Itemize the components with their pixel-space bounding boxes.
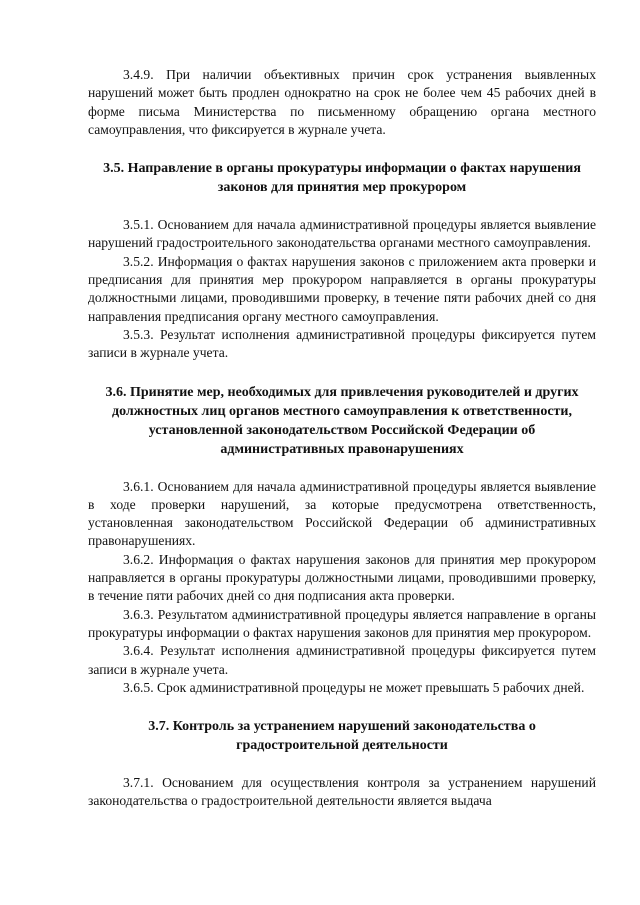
paragraph-3-6-5: 3.6.5. Срок административной процедуры не может превышать 5 рабочих дней. [123,679,585,695]
paragraph-3-6-2: 3.6.2. Информация о фактах нарушения законов для принятия мер прокурором направляется в органы прокуратуры должностными лицами, проводившими проверку, в течение пяти рабочих дней со дня подписания акта проверки. [88,551,596,604]
paragraph-3-7-1: 3.7.1. Основанием для осуществления контроля за устранением нарушений законодательства о градостроительной деятельности является выдача [88,775,596,809]
paragraph-3-6-1: 3.6.1. Основанием для начала административной процедуры является выявление в ходе проверки нарушений, за которые предусмотрена ответственность, установленная законодательством Российской Федерации об административных правонарушениях. [88,478,596,549]
heading-3-5: 3.5. Направление в органы прокуратуры информации о фактах нарушения законов для принятия мер прокурором [103,161,581,196]
paragraph-3-5-1: 3.5.1. Основанием для начала административной процедуры является выявление нарушений градостроительного законодательства органами местного самоуправления. [88,217,596,251]
heading-3-6: 3.6. Принятие мер, необходимых для привлечения руководителей и других должностных лиц органов местного самоуправления к ответственности, установленной законодательством Российской Федерации об административных правонарушениях [105,384,579,457]
paragraph-3-6-3: 3.6.3. Результатом административной процедуры является направление в органы прокуратуры информации о фактах нарушения законов для принятия мер прокурором. [88,606,596,640]
heading-3-7: 3.7. Контроль за устранением нарушений законодательства о градостроительной деятельности [148,719,536,754]
paragraph-3-4-9: 3.4.9. При наличии объективных причин срок устранения выявленных нарушений может быть продлен однократно на срок не более чем 45 рабочих дней в форме письма Министерства по письменному обращению органа местного самоуправления, что фиксируется в журнале учета. [88,67,596,137]
paragraph-3-6-4: 3.6.4. Результат исполнения административной процедуры фиксируется путем записи в журнале учета. [88,643,596,677]
paragraph-3-5-2: 3.5.2. Информация о фактах нарушения законов с приложением акта проверки и предписания для принятия мер прокурором направляется в органы прокуратуры должностными лицами, проводившими проверку, в течение пяти рабочих дней со дня направления предписания органу местного самоуправления. [88,253,596,324]
document-page [88,66,596,811]
paragraph-3-5-3: 3.5.3. Результат исполнения административной процедуры фиксируется путем записи в журнале учета. [88,326,596,361]
